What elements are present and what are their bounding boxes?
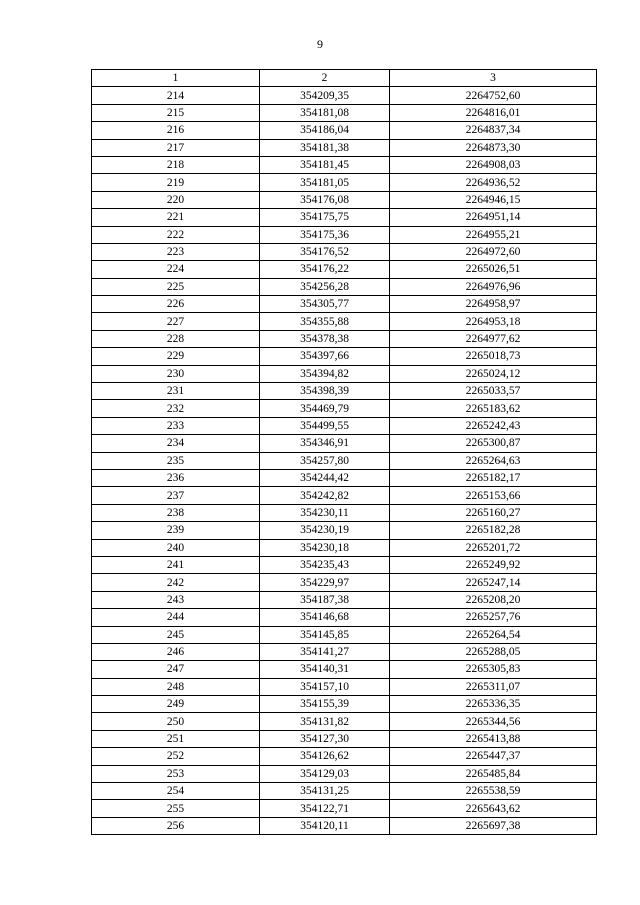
point-number-cell: 216 — [92, 122, 260, 139]
table-row — [92, 469, 597, 486]
table-row — [92, 626, 597, 643]
table-row — [92, 504, 597, 521]
table-row — [92, 487, 597, 504]
table-row — [92, 678, 597, 695]
point-number-cell: 235 — [92, 452, 260, 469]
table-row — [92, 348, 597, 365]
x-coordinate-cell: 354397,66 — [260, 348, 390, 365]
point-number-cell: 237 — [92, 487, 260, 504]
x-coordinate-cell: 354244,42 — [260, 469, 390, 486]
table-row — [92, 400, 597, 417]
point-number-cell: 234 — [92, 435, 260, 452]
point-number-cell: 243 — [92, 591, 260, 608]
x-coordinate-cell: 354230,19 — [260, 522, 390, 539]
table-row — [92, 226, 597, 243]
point-number-cell: 218 — [92, 156, 260, 173]
x-coordinate-cell: 354187,38 — [260, 591, 390, 608]
table-row — [92, 817, 597, 834]
page-number: 9 — [317, 37, 323, 51]
y-coordinate-cell: 2264977,62 — [390, 330, 597, 347]
x-coordinate-cell: 354186,04 — [260, 122, 390, 139]
table-row — [92, 122, 597, 139]
table-row — [92, 104, 597, 121]
table-row — [92, 296, 597, 313]
table-row — [92, 452, 597, 469]
x-coordinate-cell: 354176,08 — [260, 191, 390, 208]
column-header-3: 3 — [390, 70, 597, 87]
y-coordinate-cell: 2265018,73 — [390, 348, 597, 365]
point-number-cell: 241 — [92, 556, 260, 573]
x-coordinate-cell: 354175,75 — [260, 209, 390, 226]
y-coordinate-cell: 2265257,76 — [390, 609, 597, 626]
x-coordinate-cell: 354146,68 — [260, 609, 390, 626]
x-coordinate-cell: 354127,30 — [260, 730, 390, 747]
y-coordinate-cell: 2265153,66 — [390, 487, 597, 504]
table-row — [92, 417, 597, 434]
y-coordinate-cell: 2265160,27 — [390, 504, 597, 521]
x-coordinate-cell: 354469,79 — [260, 400, 390, 417]
x-coordinate-cell: 354131,82 — [260, 713, 390, 730]
table-row — [92, 539, 597, 556]
column-header-2: 2 — [260, 70, 390, 87]
table-row — [92, 313, 597, 330]
table-row — [92, 696, 597, 713]
x-coordinate-cell: 354230,11 — [260, 504, 390, 521]
x-coordinate-cell: 354120,11 — [260, 817, 390, 834]
point-number-cell: 242 — [92, 574, 260, 591]
table-row — [92, 591, 597, 608]
table-row — [92, 383, 597, 400]
table-row — [92, 435, 597, 452]
x-coordinate-cell: 354355,88 — [260, 313, 390, 330]
table-row — [92, 783, 597, 800]
y-coordinate-cell: 2265033,57 — [390, 383, 597, 400]
coordinates-table — [91, 69, 597, 835]
table-row — [92, 713, 597, 730]
point-number-cell: 256 — [92, 817, 260, 834]
y-coordinate-cell: 2265344,56 — [390, 713, 597, 730]
point-number-cell: 255 — [92, 800, 260, 817]
y-coordinate-cell: 2265413,88 — [390, 730, 597, 747]
point-number-cell: 231 — [92, 383, 260, 400]
x-coordinate-cell: 354499,55 — [260, 417, 390, 434]
point-number-cell: 239 — [92, 522, 260, 539]
point-number-cell: 220 — [92, 191, 260, 208]
point-number-cell: 221 — [92, 209, 260, 226]
table-row — [92, 330, 597, 347]
point-number-cell: 219 — [92, 174, 260, 191]
x-coordinate-cell: 354378,38 — [260, 330, 390, 347]
x-coordinate-cell: 354176,52 — [260, 243, 390, 260]
point-number-cell: 215 — [92, 104, 260, 121]
point-number-cell: 247 — [92, 661, 260, 678]
table-header-row — [92, 70, 597, 87]
y-coordinate-cell: 2265538,59 — [390, 783, 597, 800]
y-coordinate-cell: 2265288,05 — [390, 643, 597, 660]
point-number-cell: 249 — [92, 696, 260, 713]
y-coordinate-cell: 2265447,37 — [390, 748, 597, 765]
x-coordinate-cell: 354181,05 — [260, 174, 390, 191]
point-number-cell: 245 — [92, 626, 260, 643]
point-number-cell: 217 — [92, 139, 260, 156]
y-coordinate-cell: 2264837,34 — [390, 122, 597, 139]
y-coordinate-cell: 2264946,15 — [390, 191, 597, 208]
x-coordinate-cell: 354157,10 — [260, 678, 390, 695]
x-coordinate-cell: 354235,43 — [260, 556, 390, 573]
y-coordinate-cell: 2265026,51 — [390, 261, 597, 278]
x-coordinate-cell: 354398,39 — [260, 383, 390, 400]
y-coordinate-cell: 2264908,03 — [390, 156, 597, 173]
point-number-cell: 248 — [92, 678, 260, 695]
point-number-cell: 223 — [92, 243, 260, 260]
x-coordinate-cell: 354181,45 — [260, 156, 390, 173]
column-header-1: 1 — [92, 70, 260, 87]
y-coordinate-cell: 2264873,30 — [390, 139, 597, 156]
y-coordinate-cell: 2265249,92 — [390, 556, 597, 573]
y-coordinate-cell: 2265697,38 — [390, 817, 597, 834]
point-number-cell: 236 — [92, 469, 260, 486]
point-number-cell: 222 — [92, 226, 260, 243]
x-coordinate-cell: 354155,39 — [260, 696, 390, 713]
x-coordinate-cell: 354175,36 — [260, 226, 390, 243]
y-coordinate-cell: 2264955,21 — [390, 226, 597, 243]
y-coordinate-cell: 2265485,84 — [390, 765, 597, 782]
x-coordinate-cell: 354176,22 — [260, 261, 390, 278]
y-coordinate-cell: 2265264,54 — [390, 626, 597, 643]
x-coordinate-cell: 354229,97 — [260, 574, 390, 591]
x-coordinate-cell: 354140,31 — [260, 661, 390, 678]
point-number-cell: 250 — [92, 713, 260, 730]
y-coordinate-cell: 2264972,60 — [390, 243, 597, 260]
table-row — [92, 139, 597, 156]
point-number-cell: 253 — [92, 765, 260, 782]
point-number-cell: 251 — [92, 730, 260, 747]
coordinates-table-body — [92, 70, 597, 835]
y-coordinate-cell: 2265242,43 — [390, 417, 597, 434]
x-coordinate-cell: 354122,71 — [260, 800, 390, 817]
y-coordinate-cell: 2265182,17 — [390, 469, 597, 486]
x-coordinate-cell: 354346,91 — [260, 435, 390, 452]
point-number-cell: 230 — [92, 365, 260, 382]
y-coordinate-cell: 2265201,72 — [390, 539, 597, 556]
x-coordinate-cell: 354181,08 — [260, 104, 390, 121]
point-number-cell: 254 — [92, 783, 260, 800]
point-number-cell: 214 — [92, 87, 260, 104]
y-coordinate-cell: 2265183,62 — [390, 400, 597, 417]
y-coordinate-cell: 2264752,60 — [390, 87, 597, 104]
table-row — [92, 609, 597, 626]
y-coordinate-cell: 2264953,18 — [390, 313, 597, 330]
x-coordinate-cell: 354257,80 — [260, 452, 390, 469]
y-coordinate-cell: 2265208,20 — [390, 591, 597, 608]
point-number-cell: 225 — [92, 278, 260, 295]
point-number-cell: 232 — [92, 400, 260, 417]
table-row — [92, 574, 597, 591]
y-coordinate-cell: 2264951,14 — [390, 209, 597, 226]
y-coordinate-cell: 2264936,52 — [390, 174, 597, 191]
y-coordinate-cell: 2265024,12 — [390, 365, 597, 382]
point-number-cell: 224 — [92, 261, 260, 278]
table-row — [92, 278, 597, 295]
table-row — [92, 261, 597, 278]
point-number-cell: 246 — [92, 643, 260, 660]
point-number-cell: 240 — [92, 539, 260, 556]
table-row — [92, 556, 597, 573]
table-row — [92, 800, 597, 817]
table-row — [92, 243, 597, 260]
table-row — [92, 209, 597, 226]
x-coordinate-cell: 354131,25 — [260, 783, 390, 800]
x-coordinate-cell: 354305,77 — [260, 296, 390, 313]
point-number-cell: 226 — [92, 296, 260, 313]
y-coordinate-cell: 2265247,14 — [390, 574, 597, 591]
x-coordinate-cell: 354209,35 — [260, 87, 390, 104]
point-number-cell: 244 — [92, 609, 260, 626]
x-coordinate-cell: 354126,62 — [260, 748, 390, 765]
y-coordinate-cell: 2264816,01 — [390, 104, 597, 121]
y-coordinate-cell: 2265264,63 — [390, 452, 597, 469]
y-coordinate-cell: 2265300,87 — [390, 435, 597, 452]
y-coordinate-cell: 2264958,97 — [390, 296, 597, 313]
table-row — [92, 661, 597, 678]
point-number-cell: 233 — [92, 417, 260, 434]
x-coordinate-cell: 354181,38 — [260, 139, 390, 156]
x-coordinate-cell: 354242,82 — [260, 487, 390, 504]
table-row — [92, 730, 597, 747]
point-number-cell: 227 — [92, 313, 260, 330]
table-row — [92, 87, 597, 104]
x-coordinate-cell: 354129,03 — [260, 765, 390, 782]
x-coordinate-cell: 354145,85 — [260, 626, 390, 643]
y-coordinate-cell: 2264976,96 — [390, 278, 597, 295]
point-number-cell: 252 — [92, 748, 260, 765]
table-row — [92, 765, 597, 782]
table-row — [92, 174, 597, 191]
x-coordinate-cell: 354256,28 — [260, 278, 390, 295]
point-number-cell: 229 — [92, 348, 260, 365]
y-coordinate-cell: 2265311,07 — [390, 678, 597, 695]
table-row — [92, 156, 597, 173]
y-coordinate-cell: 2265643,62 — [390, 800, 597, 817]
table-row — [92, 748, 597, 765]
point-number-cell: 228 — [92, 330, 260, 347]
x-coordinate-cell: 354230,18 — [260, 539, 390, 556]
table-row — [92, 365, 597, 382]
x-coordinate-cell: 354394,82 — [260, 365, 390, 382]
table-row — [92, 191, 597, 208]
y-coordinate-cell: 2265336,35 — [390, 696, 597, 713]
x-coordinate-cell: 354141,27 — [260, 643, 390, 660]
table-row — [92, 643, 597, 660]
y-coordinate-cell: 2265305,83 — [390, 661, 597, 678]
point-number-cell: 238 — [92, 504, 260, 521]
table-row — [92, 522, 597, 539]
y-coordinate-cell: 2265182,28 — [390, 522, 597, 539]
